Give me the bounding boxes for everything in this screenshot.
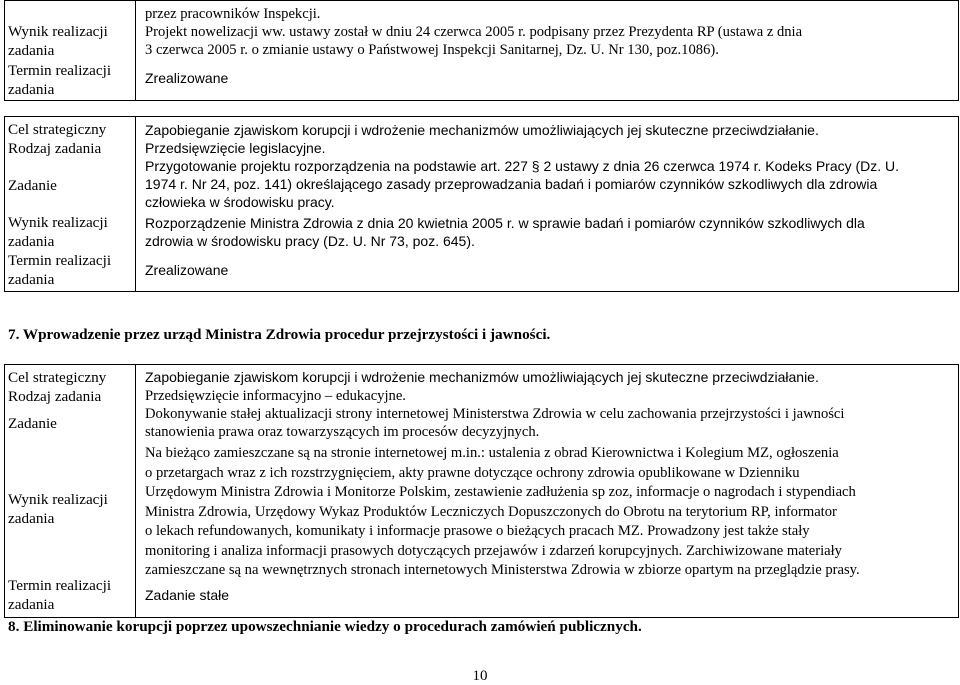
label-termin: Termin realizacji zadania [8, 62, 112, 98]
result-line: zdrowia w środowisku pracy (Dz. U. Nr 73, poz. 645). [145, 233, 475, 249]
result-line: o przetargach wraz z ich rozstrzygnięciem, akty prawne dotyczące ochrony zdrowia opublikowane w Dzienniku [145, 464, 800, 481]
result-line: Projekt nowelizacji ww. ustawy został w dniu 24 czerwca 2005 r. podpisany przez Prezydenta RP (ustawa z dnia [145, 24, 803, 40]
label-termin: Termin realizacji zadania [8, 577, 112, 613]
task-type-value: Przedsięwzięcie informacyjno – edukacyjne. [145, 388, 406, 404]
strategic-goal-value: Zapobieganie zjawiskom korupcji i wdrożenie mechanizmów umożliwiających jej skuteczne przeciwdziałanie. [145, 369, 819, 385]
result-line: monitoring i analiza informacji prasowych dotyczących przejawów i zdarzeń korupcyjnych. Zarchiwizowane materiały [145, 542, 842, 559]
result-line: zamieszczane są na wewnętrznych stronach internetowych Ministerstwa Zdrowia w zbiorze opartym na przeglądzie prasy. [145, 562, 860, 578]
section-heading-7: 7. Wprowadzenie przez urząd Ministra Zdrowia procedur przejrzystości i jawności. [8, 326, 551, 343]
result-line: Ministra Zdrowia, Urzędowy Wykaz Produktów Leczniczych Dopuszczonych do Obrotu na terytorium RP, informator [145, 503, 837, 520]
task-line: człowieka w środowisku pracy. [145, 194, 335, 210]
deadline-value: Zadanie stałe [145, 587, 230, 603]
result-line: o lekach refundowanych, komunikaty i informacje prasowe o bieżących pracach MZ. Prowadzony jest także stały [145, 523, 810, 539]
label-wynik: Wynik realizacji zadania [8, 491, 108, 527]
page-number: 10 [472, 668, 488, 684]
label-rodzaj: Rodzaj zadania [8, 140, 102, 157]
deadline-value: Zrealizowane [145, 262, 229, 278]
result-line: Urzędowym Ministra Zdrowia i Monitorze Polskim, zestawienie zadłużenia sp zoz, informacje o nagrodach i stypendiach [145, 484, 856, 500]
result-value [145, 214, 951, 250]
label-termin: Termin realizacji zadania [8, 252, 112, 288]
result-line: przez pracowników Inspekcji. [145, 6, 321, 22]
label-zadanie: Zadanie [8, 415, 57, 432]
task-value [145, 405, 951, 441]
result-line: 3 czerwca 2005 r. o zmianie ustawy o Państwowej Inspekcji Sanitarnej, Dz. U. Nr 130, poz.1086). [145, 42, 719, 58]
task-value [145, 157, 951, 211]
task-line: stanowienia prawa oraz towarzyszących im procesów decyzyjnych. [145, 424, 540, 440]
label-cel: Cel strategiczny [8, 121, 107, 138]
result-text [145, 5, 951, 59]
label-wynik: Wynik realizacji zadania [8, 23, 108, 59]
result-value [145, 444, 951, 581]
deadline-value: Zrealizowane [145, 70, 229, 86]
task-type-value: Przedsięwzięcie legislacyjne. [145, 140, 326, 156]
task-line: Dokonywanie stałej aktualizacji strony internetowej Ministerstwa Zdrowia w celu zachowania przejrzystości i jawności [145, 406, 845, 422]
task-line: 1974 r. Nr 24, poz. 141) określającego zasady przeprowadzania badań i pomiarów czynników szkodliwych dla zdrowia [145, 176, 878, 192]
section-heading-8: 8. Eliminowanie korupcji poprzez upowszechnianie wiedzy o procedurach zamówień publicznych. [8, 618, 642, 635]
label-wynik: Wynik realizacji zadania [8, 214, 108, 250]
task-line: Przygotowanie projektu rozporządzenia na podstawie art. 227 § 2 ustawy z dnia 26 czerwca 1974 r. Kodeks Pracy (Dz. U. [145, 158, 900, 174]
strategic-goal-value: Zapobieganie zjawiskom korupcji i wdrożenie mechanizmów umożliwiających jej skuteczne przeciwdziałanie. [145, 122, 819, 138]
label-zadanie: Zadanie [8, 177, 57, 194]
result-line: Na bieżąco zamieszczane są na stronie internetowej m.in.: ustalenia z obrad Kierownictwa i Kolegium MZ, ogłoszenia [145, 445, 839, 461]
result-line: Rozporządzenie Ministra Zdrowia z dnia 20 kwietnia 2005 r. w sprawie badań i pomiarów czynników szkodliwych dla [145, 215, 865, 231]
label-rodzaj: Rodzaj zadania [8, 388, 102, 405]
label-cel: Cel strategiczny [8, 369, 107, 386]
